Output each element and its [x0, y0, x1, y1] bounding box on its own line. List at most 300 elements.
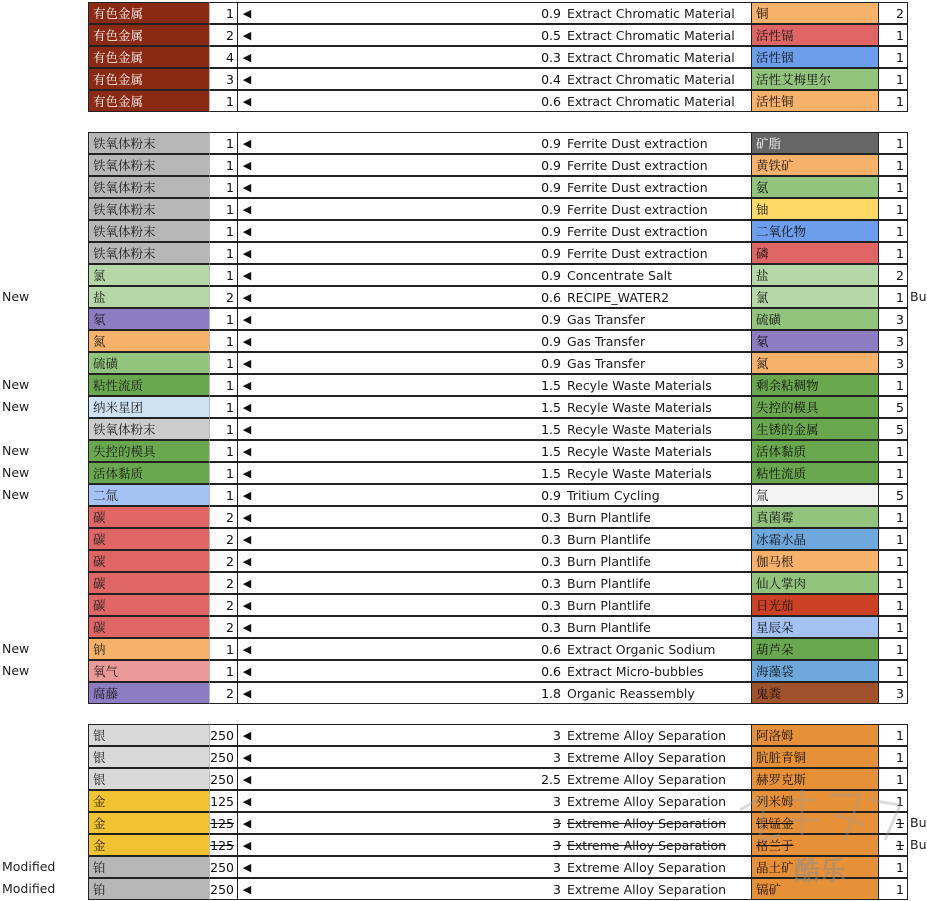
- input-ingredient-cell[interactable]: 铁氧体粉末: [88, 132, 209, 154]
- row-note: [2, 616, 86, 638]
- output-product-cell[interactable]: 星辰朵: [751, 616, 879, 638]
- arrow-left-icon: ◀: [238, 90, 256, 112]
- arrow-left-icon: ◀: [238, 286, 256, 308]
- input-quantity-cell[interactable]: 1: [209, 264, 238, 286]
- time-cell[interactable]: 0.3: [256, 616, 564, 638]
- output-product-cell[interactable]: 活性铜: [751, 90, 879, 112]
- output-quantity-cell[interactable]: 1: [879, 790, 908, 812]
- output-quantity-cell[interactable]: 1: [879, 90, 908, 112]
- input-quantity-cell[interactable]: 1: [209, 352, 238, 374]
- time-cell[interactable]: 0.9: [256, 330, 564, 352]
- time-cell[interactable]: 1.5: [256, 418, 564, 440]
- input-quantity-cell[interactable]: 125: [209, 812, 238, 834]
- recipe-row: [0, 308, 923, 330]
- output-quantity-cell[interactable]: 1: [879, 660, 908, 682]
- output-product-cell[interactable]: 活性铟: [751, 46, 879, 68]
- recipe-name-cell[interactable]: Burn Plantlife: [564, 506, 751, 528]
- output-product-cell[interactable]: 磷: [751, 242, 879, 264]
- output-quantity-cell[interactable]: 1: [879, 68, 908, 90]
- recipe-name-cell[interactable]: Extract Chromatic Material: [564, 90, 751, 112]
- input-quantity-cell[interactable]: 250: [209, 856, 238, 878]
- recipe-name-cell[interactable]: Concentrate Salt: [564, 264, 751, 286]
- input-quantity-cell[interactable]: 1: [209, 2, 238, 24]
- recipe-row: [0, 286, 927, 308]
- output-product-cell[interactable]: 赫罗克斯: [751, 768, 879, 790]
- time-cell[interactable]: 3: [256, 834, 564, 856]
- output-product-cell[interactable]: 粘性流质: [751, 462, 879, 484]
- recipe-row: [0, 352, 923, 374]
- recipe-name-cell[interactable]: Gas Transfer: [564, 308, 751, 330]
- output-quantity-cell[interactable]: 3: [879, 682, 908, 704]
- input-quantity-cell[interactable]: 1: [209, 308, 238, 330]
- input-ingredient-cell[interactable]: 有色金属: [88, 24, 209, 46]
- output-quantity-cell[interactable]: 1: [879, 812, 908, 834]
- recipe-row: [0, 440, 923, 462]
- recipe-name-cell[interactable]: Burn Plantlife: [564, 616, 751, 638]
- row-extra-note: [910, 24, 923, 46]
- input-quantity-cell[interactable]: 2: [209, 572, 238, 594]
- input-ingredient-cell[interactable]: 有色金属: [88, 90, 209, 112]
- input-ingredient-cell[interactable]: 氯: [88, 264, 209, 286]
- recipe-name-cell[interactable]: Extreme Alloy Separation: [564, 790, 751, 812]
- input-quantity-cell[interactable]: 250: [209, 768, 238, 790]
- time-cell[interactable]: 0.9: [256, 242, 564, 264]
- time-cell[interactable]: 0.3: [256, 550, 564, 572]
- output-product-cell[interactable]: 铀: [751, 198, 879, 220]
- output-quantity-cell[interactable]: 1: [879, 24, 908, 46]
- input-quantity-cell[interactable]: 2: [209, 682, 238, 704]
- output-quantity-cell[interactable]: 5: [879, 396, 908, 418]
- time-cell[interactable]: 3: [256, 812, 564, 834]
- recipe-name-cell[interactable]: Extract Chromatic Material: [564, 24, 751, 46]
- output-quantity-cell[interactable]: 1: [879, 746, 908, 768]
- input-ingredient-cell[interactable]: 纳米星团: [88, 396, 209, 418]
- row-extra-note: [910, 264, 923, 286]
- time-cell[interactable]: 3: [256, 878, 564, 900]
- output-product-cell[interactable]: 氡: [751, 330, 879, 352]
- arrow-left-icon: ◀: [238, 418, 256, 440]
- input-quantity-cell[interactable]: 1: [209, 242, 238, 264]
- input-ingredient-cell[interactable]: 铁氧体粉末: [88, 418, 209, 440]
- time-cell[interactable]: 3: [256, 856, 564, 878]
- row-note: [2, 352, 86, 374]
- output-quantity-cell[interactable]: 1: [879, 154, 908, 176]
- output-product-cell[interactable]: 镉矿: [751, 878, 879, 900]
- input-quantity-cell[interactable]: 1: [209, 638, 238, 660]
- recipe-name-cell[interactable]: Burn Plantlife: [564, 528, 751, 550]
- recipe-name-cell[interactable]: Extreme Alloy Separation: [564, 834, 751, 856]
- input-ingredient-cell[interactable]: 铁氧体粉末: [88, 154, 209, 176]
- input-ingredient-cell[interactable]: 碳: [88, 572, 209, 594]
- recipe-name-cell[interactable]: Extreme Alloy Separation: [564, 878, 751, 900]
- arrow-left-icon: ◀: [238, 834, 256, 856]
- input-ingredient-cell[interactable]: 粘性流质: [88, 374, 209, 396]
- recipe-name-cell[interactable]: Extract Micro-bubbles: [564, 660, 751, 682]
- input-ingredient-cell[interactable]: 氮: [88, 330, 209, 352]
- input-ingredient-cell[interactable]: 铁氧体粉末: [88, 220, 209, 242]
- time-cell[interactable]: 0.9: [256, 308, 564, 330]
- recipe-name-cell[interactable]: Extreme Alloy Separation: [564, 746, 751, 768]
- recipe-row: [0, 24, 923, 46]
- recipe-name-cell[interactable]: Recyle Waste Materials: [564, 440, 751, 462]
- recipe-name-cell[interactable]: Ferrite Dust extraction: [564, 242, 751, 264]
- output-quantity-cell[interactable]: 5: [879, 484, 908, 506]
- output-quantity-cell[interactable]: 1: [879, 462, 908, 484]
- input-ingredient-cell[interactable]: 金: [88, 812, 209, 834]
- input-ingredient-cell[interactable]: 铁氧体粉末: [88, 198, 209, 220]
- recipe-row: [0, 682, 923, 704]
- input-quantity-cell[interactable]: 4: [209, 46, 238, 68]
- recipe-name-cell[interactable]: Extract Chromatic Material: [564, 46, 751, 68]
- time-cell[interactable]: 0.6: [256, 90, 564, 112]
- arrow-left-icon: ◀: [238, 352, 256, 374]
- time-cell[interactable]: 1.5: [256, 374, 564, 396]
- row-extra-note: [910, 418, 923, 440]
- recipe-name-cell[interactable]: Ferrite Dust extraction: [564, 132, 751, 154]
- output-quantity-cell[interactable]: 1: [879, 506, 908, 528]
- recipe-row: [0, 856, 923, 878]
- output-product-cell[interactable]: 活体黏质: [751, 440, 879, 462]
- recipe-name-cell[interactable]: Extreme Alloy Separation: [564, 856, 751, 878]
- input-ingredient-cell[interactable]: 碳: [88, 616, 209, 638]
- input-ingredient-cell[interactable]: 有色金属: [88, 46, 209, 68]
- output-product-cell[interactable]: 葫芦朵: [751, 638, 879, 660]
- input-quantity-cell[interactable]: 250: [209, 878, 238, 900]
- recipe-row: [0, 572, 923, 594]
- row-extra-note: [910, 462, 923, 484]
- output-product-cell[interactable]: 阿洛姆: [751, 724, 879, 746]
- output-product-cell[interactable]: 真菌霉: [751, 506, 879, 528]
- time-cell[interactable]: 0.9: [256, 2, 564, 24]
- time-cell[interactable]: 0.9: [256, 264, 564, 286]
- input-ingredient-cell[interactable]: 二氚: [88, 484, 209, 506]
- output-product-cell[interactable]: 活性艾梅里尔: [751, 68, 879, 90]
- input-quantity-cell[interactable]: 1: [209, 374, 238, 396]
- output-quantity-cell[interactable]: 3: [879, 330, 908, 352]
- arrow-left-icon: ◀: [238, 528, 256, 550]
- time-cell[interactable]: 0.6: [256, 286, 564, 308]
- input-ingredient-cell[interactable]: 硫磺: [88, 352, 209, 374]
- row-extra-note: [910, 572, 923, 594]
- output-product-cell[interactable]: 格兰于: [751, 834, 879, 856]
- input-ingredient-cell[interactable]: 有色金属: [88, 68, 209, 90]
- recipe-name-cell[interactable]: Recyle Waste Materials: [564, 396, 751, 418]
- output-product-cell[interactable]: 盐: [751, 264, 879, 286]
- recipe-name-cell[interactable]: Extract Chromatic Material: [564, 68, 751, 90]
- recipe-name-cell[interactable]: Recyle Waste Materials: [564, 462, 751, 484]
- row-note: [2, 220, 86, 242]
- input-ingredient-cell[interactable]: 腐藤: [88, 682, 209, 704]
- row-note: [2, 154, 86, 176]
- recipe-name-cell[interactable]: Extract Organic Sodium: [564, 638, 751, 660]
- recipe-row: [0, 462, 923, 484]
- arrow-left-icon: ◀: [238, 790, 256, 812]
- row-note: [2, 594, 86, 616]
- output-product-cell[interactable]: 剩余粘稠物: [751, 374, 879, 396]
- time-cell[interactable]: 3: [256, 790, 564, 812]
- time-cell[interactable]: 0.6: [256, 638, 564, 660]
- output-quantity-cell[interactable]: 1: [879, 856, 908, 878]
- input-quantity-cell[interactable]: 1: [209, 154, 238, 176]
- input-quantity-cell[interactable]: 2: [209, 528, 238, 550]
- recipe-name-cell[interactable]: Ferrite Dust extraction: [564, 176, 751, 198]
- input-quantity-cell[interactable]: 250: [209, 746, 238, 768]
- recipe-row: [0, 834, 927, 856]
- output-quantity-cell[interactable]: 3: [879, 308, 908, 330]
- recipe-row: [0, 550, 923, 572]
- input-ingredient-cell[interactable]: 有色金属: [88, 2, 209, 24]
- time-cell[interactable]: 0.9: [256, 352, 564, 374]
- input-ingredient-cell[interactable]: 碳: [88, 594, 209, 616]
- time-cell[interactable]: 0.9: [256, 484, 564, 506]
- time-cell[interactable]: 0.3: [256, 46, 564, 68]
- input-quantity-cell[interactable]: 2: [209, 24, 238, 46]
- arrow-left-icon: ◀: [238, 24, 256, 46]
- recipe-name-cell[interactable]: Gas Transfer: [564, 330, 751, 352]
- input-quantity-cell[interactable]: 2: [209, 550, 238, 572]
- input-ingredient-cell[interactable]: 铂: [88, 856, 209, 878]
- output-quantity-cell[interactable]: 1: [879, 550, 908, 572]
- output-product-cell[interactable]: 镍锰金: [751, 812, 879, 834]
- output-product-cell[interactable]: 失控的模具: [751, 396, 879, 418]
- output-product-cell[interactable]: 黄铁矿: [751, 154, 879, 176]
- output-product-cell[interactable]: 肮脏青铜: [751, 746, 879, 768]
- row-note: [2, 2, 86, 24]
- time-cell[interactable]: 0.5: [256, 24, 564, 46]
- recipe-name-cell[interactable]: Organic Reassembly: [564, 682, 751, 704]
- output-quantity-cell[interactable]: 1: [879, 440, 908, 462]
- output-quantity-cell[interactable]: 3: [879, 352, 908, 374]
- time-cell[interactable]: 1.5: [256, 440, 564, 462]
- time-cell[interactable]: 0.3: [256, 572, 564, 594]
- input-ingredient-cell[interactable]: 盐: [88, 286, 209, 308]
- arrow-left-icon: ◀: [238, 856, 256, 878]
- output-product-cell[interactable]: 氨: [751, 176, 879, 198]
- recipe-name-cell[interactable]: Extreme Alloy Separation: [564, 768, 751, 790]
- recipe-row: [0, 46, 923, 68]
- time-cell[interactable]: 3: [256, 746, 564, 768]
- input-ingredient-cell[interactable]: 铁氧体粉末: [88, 242, 209, 264]
- output-quantity-cell[interactable]: 1: [879, 286, 908, 308]
- input-quantity-cell[interactable]: 125: [209, 834, 238, 856]
- output-quantity-cell[interactable]: 1: [879, 176, 908, 198]
- input-quantity-cell[interactable]: 1: [209, 396, 238, 418]
- recipe-name-cell[interactable]: Burn Plantlife: [564, 572, 751, 594]
- input-quantity-cell[interactable]: 1: [209, 90, 238, 112]
- output-quantity-cell[interactable]: 1: [879, 724, 908, 746]
- input-quantity-cell[interactable]: 1: [209, 440, 238, 462]
- output-quantity-cell[interactable]: 1: [879, 198, 908, 220]
- row-extra-note: [910, 638, 923, 660]
- row-note: [2, 768, 86, 790]
- time-cell[interactable]: 0.3: [256, 506, 564, 528]
- output-product-cell[interactable]: 生锈的金属: [751, 418, 879, 440]
- input-ingredient-cell[interactable]: 铂: [88, 878, 209, 900]
- row-extra-note: [910, 220, 923, 242]
- recipe-name-cell[interactable]: Tritium Cycling: [564, 484, 751, 506]
- output-quantity-cell[interactable]: 1: [879, 572, 908, 594]
- recipe-name-cell[interactable]: Ferrite Dust extraction: [564, 198, 751, 220]
- input-ingredient-cell[interactable]: 碳: [88, 550, 209, 572]
- recipe-name-cell[interactable]: Extreme Alloy Separation: [564, 812, 751, 834]
- recipe-row: [0, 374, 923, 396]
- row-note: [2, 790, 86, 812]
- row-extra-note: [910, 374, 923, 396]
- input-ingredient-cell[interactable]: 碳: [88, 528, 209, 550]
- input-ingredient-cell[interactable]: 碳: [88, 506, 209, 528]
- time-cell[interactable]: 1.5: [256, 396, 564, 418]
- arrow-left-icon: ◀: [238, 374, 256, 396]
- output-product-cell[interactable]: 铜: [751, 2, 879, 24]
- input-quantity-cell[interactable]: 1: [209, 330, 238, 352]
- output-quantity-cell[interactable]: 1: [879, 616, 908, 638]
- input-quantity-cell[interactable]: 1: [209, 176, 238, 198]
- row-note: New: [2, 443, 30, 458]
- recipe-row: [0, 2, 923, 24]
- output-product-cell[interactable]: 晶土矿: [751, 856, 879, 878]
- time-cell[interactable]: 0.6: [256, 660, 564, 682]
- arrow-left-icon: ◀: [238, 616, 256, 638]
- output-product-cell[interactable]: 氚: [751, 484, 879, 506]
- input-quantity-cell[interactable]: 3: [209, 68, 238, 90]
- time-cell[interactable]: 1.8: [256, 682, 564, 704]
- input-ingredient-cell[interactable]: 钠: [88, 638, 209, 660]
- output-product-cell[interactable]: 活性镉: [751, 24, 879, 46]
- output-product-cell[interactable]: 海藻袋: [751, 660, 879, 682]
- row-extra-note: [910, 352, 923, 374]
- output-product-cell[interactable]: 日光茄: [751, 594, 879, 616]
- input-quantity-cell[interactable]: 1: [209, 418, 238, 440]
- output-product-cell[interactable]: 硫磺: [751, 308, 879, 330]
- input-ingredient-cell[interactable]: 金: [88, 790, 209, 812]
- recipe-row: [0, 660, 923, 682]
- time-cell[interactable]: 0.3: [256, 528, 564, 550]
- output-product-cell[interactable]: 鬼粪: [751, 682, 879, 704]
- recipe-name-cell[interactable]: Ferrite Dust extraction: [564, 220, 751, 242]
- time-cell[interactable]: 0.9: [256, 176, 564, 198]
- output-quantity-cell[interactable]: 1: [879, 374, 908, 396]
- output-product-cell[interactable]: 冰霜水晶: [751, 528, 879, 550]
- recipe-row: [0, 264, 923, 286]
- input-ingredient-cell[interactable]: 银: [88, 724, 209, 746]
- time-cell[interactable]: 2.5: [256, 768, 564, 790]
- row-extra-note: [910, 856, 923, 878]
- recipe-name-cell[interactable]: RECIPE_WATER2: [564, 286, 751, 308]
- output-product-cell[interactable]: 矿脂: [751, 132, 879, 154]
- recipe-name-cell[interactable]: Extract Chromatic Material: [564, 2, 751, 24]
- recipe-row: [0, 528, 923, 550]
- output-product-cell[interactable]: 伽马根: [751, 550, 879, 572]
- recipe-name-cell[interactable]: Recyle Waste Materials: [564, 374, 751, 396]
- input-ingredient-cell[interactable]: 银: [88, 768, 209, 790]
- input-quantity-cell[interactable]: 2: [209, 594, 238, 616]
- time-cell[interactable]: 0.9: [256, 220, 564, 242]
- output-product-cell[interactable]: 仙人掌肉: [751, 572, 879, 594]
- row-extra-note: [910, 724, 923, 746]
- output-quantity-cell[interactable]: 1: [879, 878, 908, 900]
- input-ingredient-cell[interactable]: 银: [88, 746, 209, 768]
- time-cell[interactable]: 0.9: [256, 154, 564, 176]
- time-cell[interactable]: 0.4: [256, 68, 564, 90]
- time-cell[interactable]: 0.9: [256, 132, 564, 154]
- row-extra-note: Bu: [910, 815, 927, 830]
- row-note: Modified: [2, 859, 56, 874]
- recipe-row: [0, 594, 923, 616]
- output-quantity-cell[interactable]: 1: [879, 594, 908, 616]
- output-quantity-cell[interactable]: 1: [879, 528, 908, 550]
- row-extra-note: [910, 176, 923, 198]
- input-quantity-cell[interactable]: 1: [209, 462, 238, 484]
- output-quantity-cell[interactable]: 2: [879, 2, 908, 24]
- row-extra-note: [910, 396, 923, 418]
- recipe-row: [0, 768, 923, 790]
- recipe-name-cell[interactable]: Burn Plantlife: [564, 594, 751, 616]
- input-quantity-cell[interactable]: 1: [209, 132, 238, 154]
- output-product-cell[interactable]: 氯: [751, 286, 879, 308]
- time-cell[interactable]: 0.3: [256, 594, 564, 616]
- output-product-cell[interactable]: 列米姆: [751, 790, 879, 812]
- input-ingredient-cell[interactable]: 金: [88, 834, 209, 856]
- output-quantity-cell[interactable]: 1: [879, 132, 908, 154]
- output-quantity-cell[interactable]: 1: [879, 638, 908, 660]
- recipe-row: [0, 418, 923, 440]
- output-quantity-cell[interactable]: 5: [879, 418, 908, 440]
- row-note: [2, 90, 86, 112]
- row-note: [2, 418, 86, 440]
- input-quantity-cell[interactable]: 125: [209, 790, 238, 812]
- arrow-left-icon: ◀: [238, 264, 256, 286]
- input-quantity-cell[interactable]: 1: [209, 198, 238, 220]
- input-ingredient-cell[interactable]: 活体黏质: [88, 462, 209, 484]
- output-quantity-cell[interactable]: 1: [879, 242, 908, 264]
- input-quantity-cell[interactable]: 1: [209, 220, 238, 242]
- time-cell[interactable]: 3: [256, 724, 564, 746]
- row-extra-note: [910, 768, 923, 790]
- input-quantity-cell[interactable]: 2: [209, 286, 238, 308]
- recipe-row: [0, 330, 923, 352]
- input-quantity-cell[interactable]: 1: [209, 484, 238, 506]
- recipe-name-cell[interactable]: Burn Plantlife: [564, 550, 751, 572]
- input-quantity-cell[interactable]: 250: [209, 724, 238, 746]
- recipe-name-cell[interactable]: Recyle Waste Materials: [564, 418, 751, 440]
- row-extra-note: [910, 242, 923, 264]
- output-quantity-cell[interactable]: 2: [879, 264, 908, 286]
- input-quantity-cell[interactable]: 2: [209, 506, 238, 528]
- input-ingredient-cell[interactable]: 铁氧体粉末: [88, 176, 209, 198]
- time-cell[interactable]: 0.9: [256, 198, 564, 220]
- time-cell[interactable]: 1.5: [256, 462, 564, 484]
- output-quantity-cell[interactable]: 1: [879, 768, 908, 790]
- arrow-left-icon: ◀: [238, 550, 256, 572]
- recipe-name-cell[interactable]: Extreme Alloy Separation: [564, 724, 751, 746]
- output-quantity-cell[interactable]: 1: [879, 46, 908, 68]
- input-quantity-cell[interactable]: 1: [209, 660, 238, 682]
- recipe-row: [0, 484, 923, 506]
- output-product-cell[interactable]: 二氧化物: [751, 220, 879, 242]
- recipe-name-cell[interactable]: Gas Transfer: [564, 352, 751, 374]
- recipe-row: [0, 198, 923, 220]
- input-ingredient-cell[interactable]: 氧气: [88, 660, 209, 682]
- output-product-cell[interactable]: 氮: [751, 352, 879, 374]
- recipe-name-cell[interactable]: Ferrite Dust extraction: [564, 154, 751, 176]
- output-quantity-cell[interactable]: 1: [879, 220, 908, 242]
- input-quantity-cell[interactable]: 2: [209, 616, 238, 638]
- row-extra-note: [910, 198, 923, 220]
- input-ingredient-cell[interactable]: 氡: [88, 308, 209, 330]
- input-ingredient-cell[interactable]: 失控的模具: [88, 440, 209, 462]
- arrow-left-icon: ◀: [238, 660, 256, 682]
- output-quantity-cell[interactable]: 1: [879, 834, 908, 856]
